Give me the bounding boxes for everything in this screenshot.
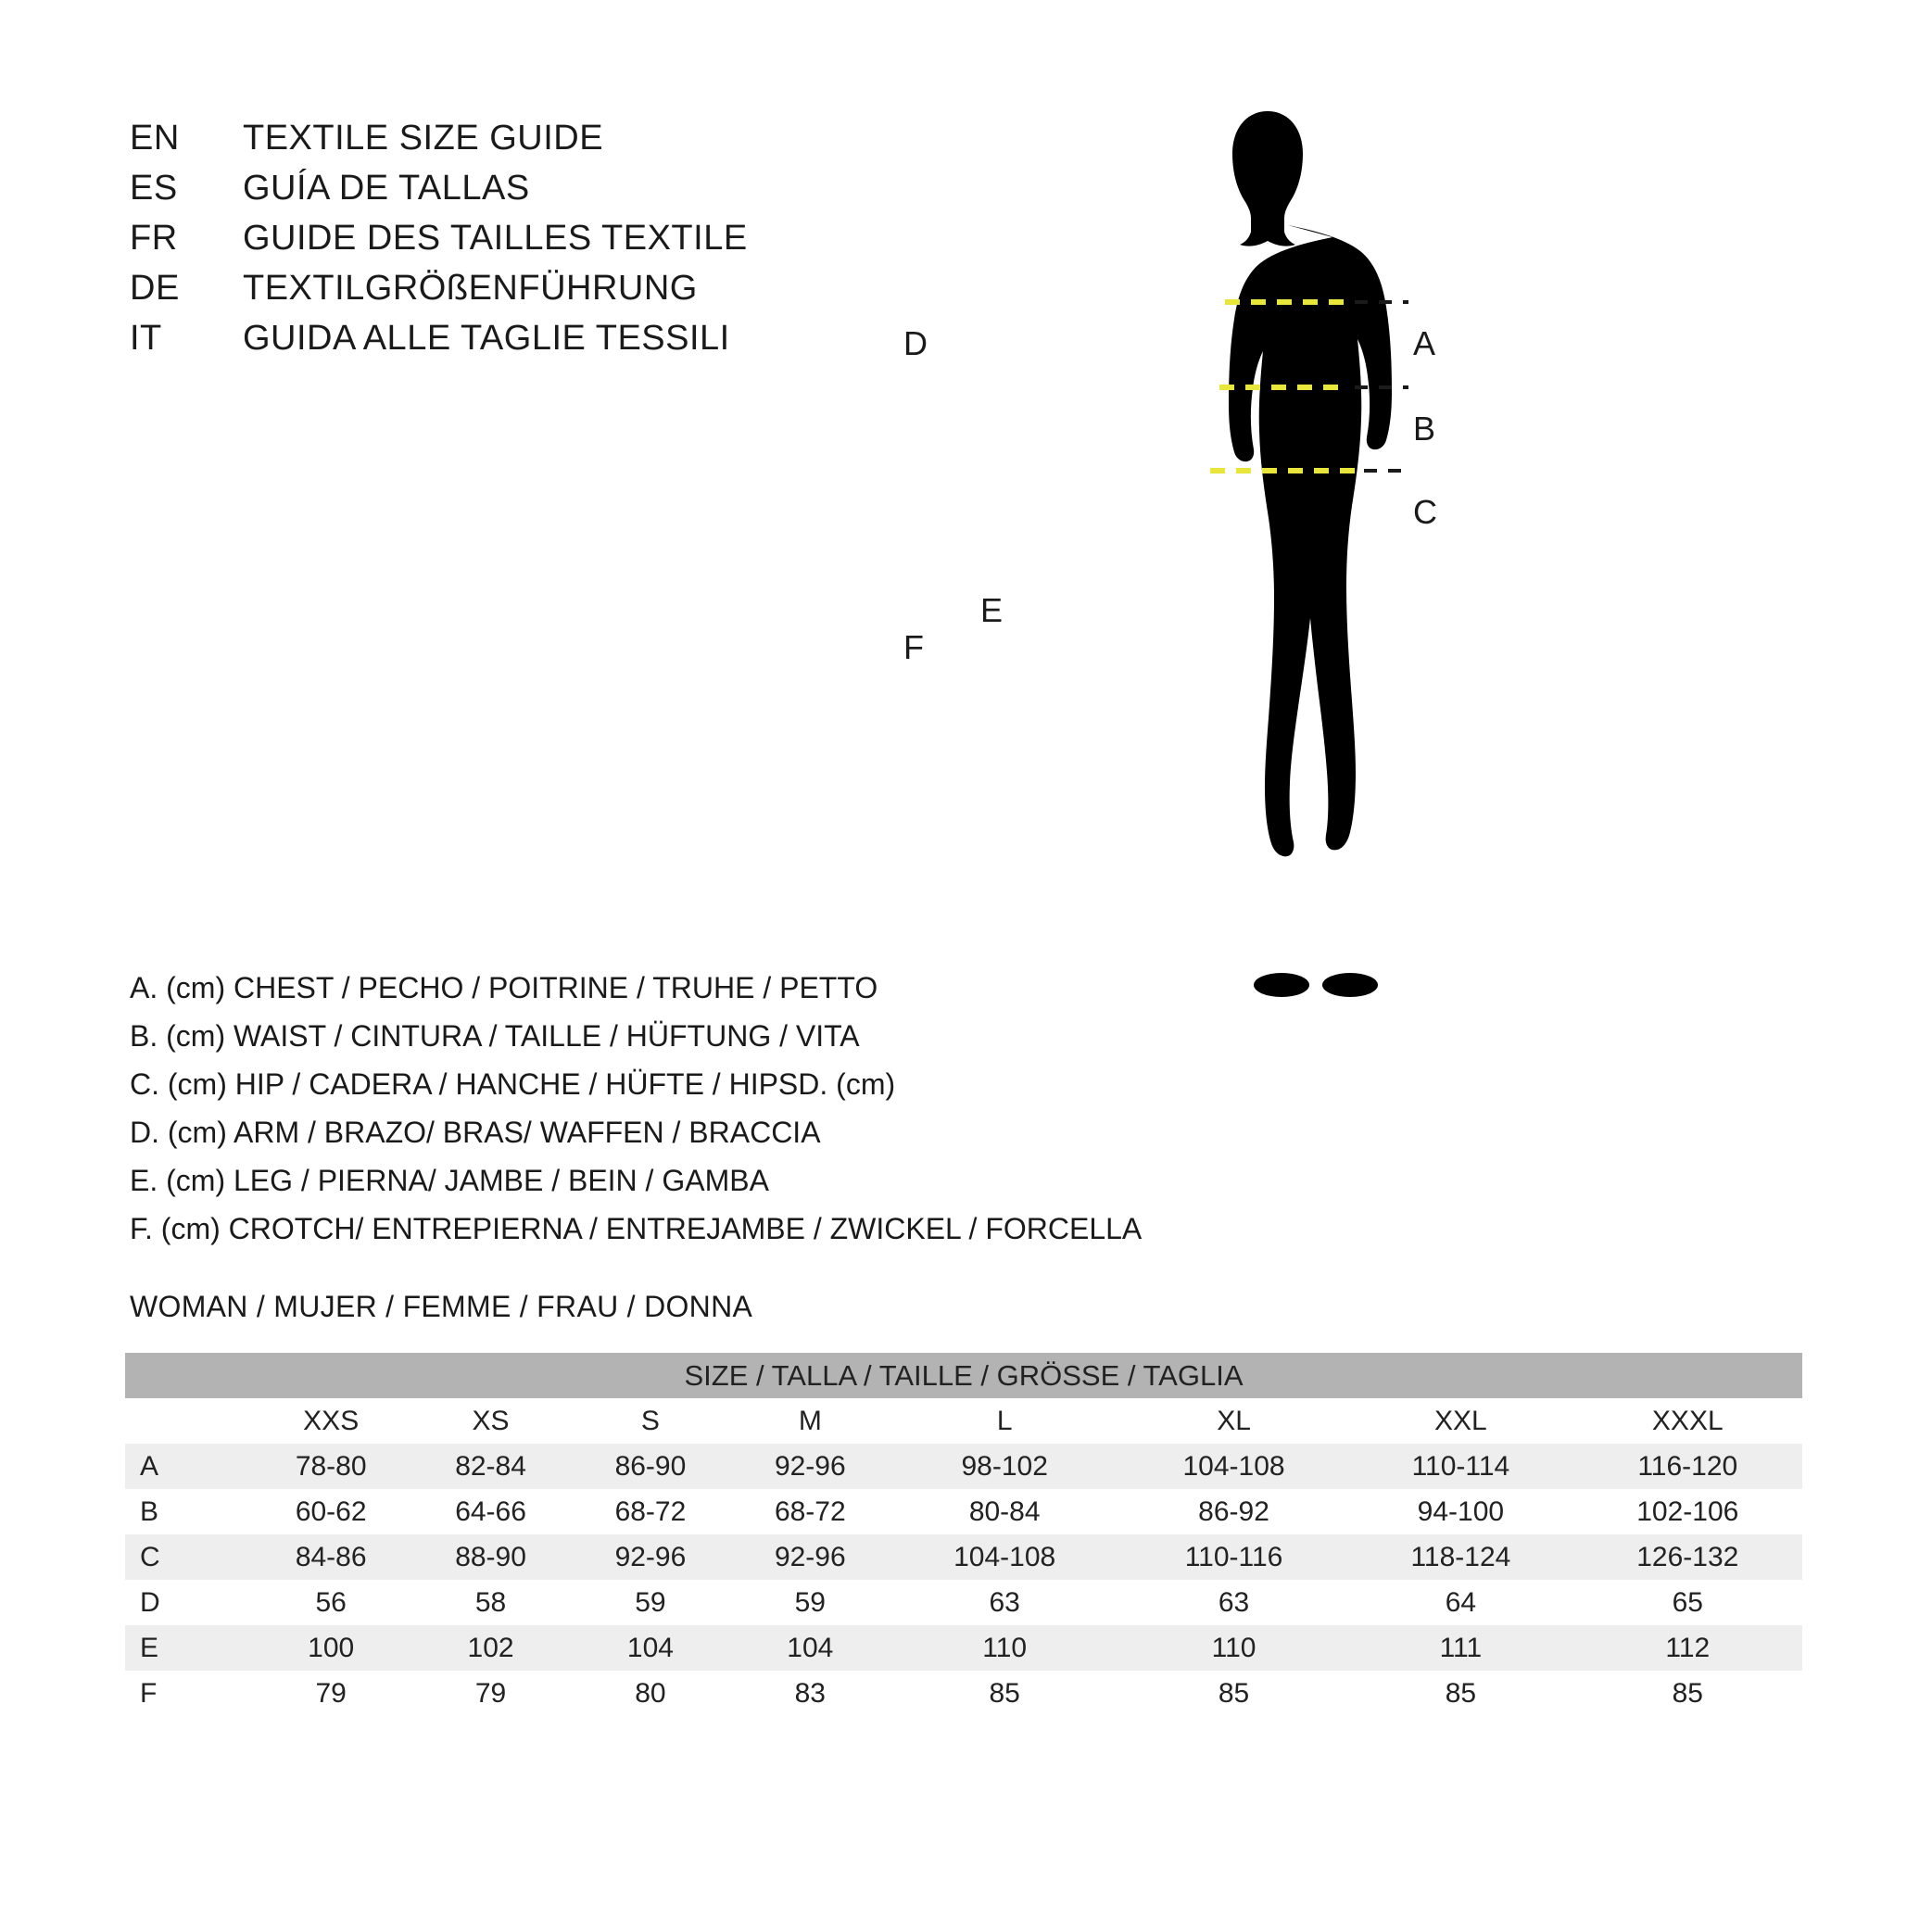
cell-c-xxs: 84-86 xyxy=(251,1534,410,1580)
dimension-label-d: D xyxy=(903,324,928,362)
table-title-row xyxy=(125,1353,1802,1398)
cell-d-m: 59 xyxy=(730,1580,890,1625)
cell-c-xxl: 118-124 xyxy=(1348,1534,1572,1580)
cell-e-xs: 102 xyxy=(410,1625,570,1671)
cell-d-l: 63 xyxy=(890,1580,1119,1625)
cell-f-m: 83 xyxy=(730,1671,890,1716)
language-text-de: TEXTILGRÖßENFÜHRUNG xyxy=(243,269,698,308)
cell-f-xxs: 79 xyxy=(251,1671,410,1716)
cell-d-xxxl: 65 xyxy=(1573,1580,1802,1625)
table-header-xxs: XXS xyxy=(251,1398,410,1444)
cell-a-xxs: 78-80 xyxy=(251,1444,410,1489)
cell-f-xs: 79 xyxy=(410,1671,570,1716)
cell-d-xxs: 56 xyxy=(251,1580,410,1625)
cell-f-s: 80 xyxy=(571,1671,730,1716)
table-header-row xyxy=(125,1398,1802,1444)
table-row xyxy=(125,1580,1802,1625)
measurement-diagram xyxy=(903,56,1863,1260)
table-header-xs: XS xyxy=(410,1398,570,1444)
row-label-f: F xyxy=(125,1671,251,1716)
row-label-d: D xyxy=(125,1580,251,1625)
table-row xyxy=(125,1489,1802,1534)
language-code-de: DE xyxy=(130,269,180,308)
table-title: SIZE / TALLA / TAILLE / GRÖSSE / TAGLIA xyxy=(125,1353,1802,1398)
cell-a-xl: 104-108 xyxy=(1119,1444,1348,1489)
legend-row-f: F. (cm) CROTCH/ ENTREPIERNA / ENTREJAMBE / ZWICKEL / FORCELLA xyxy=(130,1212,1143,1245)
cell-d-xl: 63 xyxy=(1119,1580,1348,1625)
table-header-m: M xyxy=(730,1398,890,1444)
cell-e-xxxl: 112 xyxy=(1573,1625,1802,1671)
language-row-it xyxy=(130,319,964,369)
cell-b-xxxl: 102-106 xyxy=(1573,1489,1802,1534)
cell-e-xxl: 111 xyxy=(1348,1625,1572,1671)
cell-b-l: 80-84 xyxy=(890,1489,1119,1534)
silhouette-diagram-svg xyxy=(1093,56,1863,1260)
language-text-it: GUIDA ALLE TAGLIE TESSILI xyxy=(243,319,730,358)
cell-b-xs: 64-66 xyxy=(410,1489,570,1534)
language-text-es: GUÍA DE TALLAS xyxy=(243,169,530,208)
row-label-b: B xyxy=(125,1489,251,1534)
table-header-xxxl: XXXL xyxy=(1573,1398,1802,1444)
cell-c-m: 92-96 xyxy=(730,1534,890,1580)
legend-row-e: E. (cm) LEG / PIERNA/ JAMBE / BEIN / GAMBA xyxy=(130,1164,769,1197)
table-header-l: L xyxy=(890,1398,1119,1444)
cell-b-xl: 86-92 xyxy=(1119,1489,1348,1534)
dimension-label-f: F xyxy=(903,628,924,666)
dimension-label-e: E xyxy=(980,591,1004,629)
cell-e-xl: 110 xyxy=(1119,1625,1348,1671)
legend-row-d: D. (cm) ARM / BRAZO/ BRAS/ WAFFEN / BRACCIA xyxy=(130,1116,821,1149)
cell-b-m: 68-72 xyxy=(730,1489,890,1534)
cell-f-xxxl: 85 xyxy=(1573,1671,1802,1716)
cell-a-m: 92-96 xyxy=(730,1444,890,1489)
dimension-label-c: C xyxy=(1413,493,1437,531)
woman-silhouette-icon xyxy=(1229,111,1392,997)
cell-d-s: 59 xyxy=(571,1580,730,1625)
table-header-s: S xyxy=(571,1398,730,1444)
table-row xyxy=(125,1444,1802,1489)
cell-a-s: 86-90 xyxy=(571,1444,730,1489)
gender-heading: WOMAN / MUJER / FEMME / FRAU / DONNA xyxy=(130,1290,753,1323)
table-row xyxy=(125,1671,1802,1716)
cell-c-s: 92-96 xyxy=(571,1534,730,1580)
cell-d-xs: 58 xyxy=(410,1580,570,1625)
cell-c-xxxl: 126-132 xyxy=(1573,1534,1802,1580)
language-row-es xyxy=(130,169,964,219)
size-table xyxy=(125,1353,1802,1716)
row-label-e: E xyxy=(125,1625,251,1671)
language-title-block xyxy=(130,119,964,369)
measurement-legend xyxy=(130,964,1205,1253)
cell-d-xxl: 64 xyxy=(1348,1580,1572,1625)
cell-f-xl: 85 xyxy=(1119,1671,1348,1716)
language-code-fr: FR xyxy=(130,219,178,258)
dimension-label-b: B xyxy=(1413,410,1436,448)
cell-a-xs: 82-84 xyxy=(410,1444,570,1489)
table-header-corner xyxy=(125,1398,251,1444)
row-label-c: C xyxy=(125,1534,251,1580)
language-row-fr xyxy=(130,219,964,269)
language-code-es: ES xyxy=(130,169,178,208)
cell-c-xs: 88-90 xyxy=(410,1534,570,1580)
cell-e-l: 110 xyxy=(890,1625,1119,1671)
cell-f-l: 85 xyxy=(890,1671,1119,1716)
cell-b-xxl: 94-100 xyxy=(1348,1489,1572,1534)
legend-row-b: B. (cm) WAIST / CINTURA / TAILLE / HÜFTUNG / VITA xyxy=(130,1019,860,1053)
table-header-xxl: XXL xyxy=(1348,1398,1572,1444)
table-row xyxy=(125,1625,1802,1671)
cell-a-xxl: 110-114 xyxy=(1348,1444,1572,1489)
language-row-de xyxy=(130,269,964,319)
cell-e-m: 104 xyxy=(730,1625,890,1671)
language-row-en xyxy=(130,119,964,169)
cell-a-xxxl: 116-120 xyxy=(1573,1444,1802,1489)
row-label-a: A xyxy=(125,1444,251,1489)
language-code-en: EN xyxy=(130,119,180,158)
language-text-fr: GUIDE DES TAILLES TEXTILE xyxy=(243,219,748,258)
cell-e-xxs: 100 xyxy=(251,1625,410,1671)
cell-f-xxl: 85 xyxy=(1348,1671,1572,1716)
cell-b-s: 68-72 xyxy=(571,1489,730,1534)
language-text-en: TEXTILE SIZE GUIDE xyxy=(243,119,604,158)
cell-a-l: 98-102 xyxy=(890,1444,1119,1489)
cell-c-l: 104-108 xyxy=(890,1534,1119,1580)
legend-row-c: C. (cm) HIP / CADERA / HANCHE / HÜFTE / HIPSD. (cm) xyxy=(130,1067,896,1101)
language-code-it: IT xyxy=(130,319,162,358)
table-header-xl: XL xyxy=(1119,1398,1348,1444)
cell-c-xl: 110-116 xyxy=(1119,1534,1348,1580)
dimension-label-a: A xyxy=(1413,324,1436,362)
legend-row-a: A. (cm) CHEST / PECHO / POITRINE / TRUHE / PETTO xyxy=(130,971,878,1004)
cell-e-s: 104 xyxy=(571,1625,730,1671)
cell-b-xxs: 60-62 xyxy=(251,1489,410,1534)
table-row xyxy=(125,1534,1802,1580)
